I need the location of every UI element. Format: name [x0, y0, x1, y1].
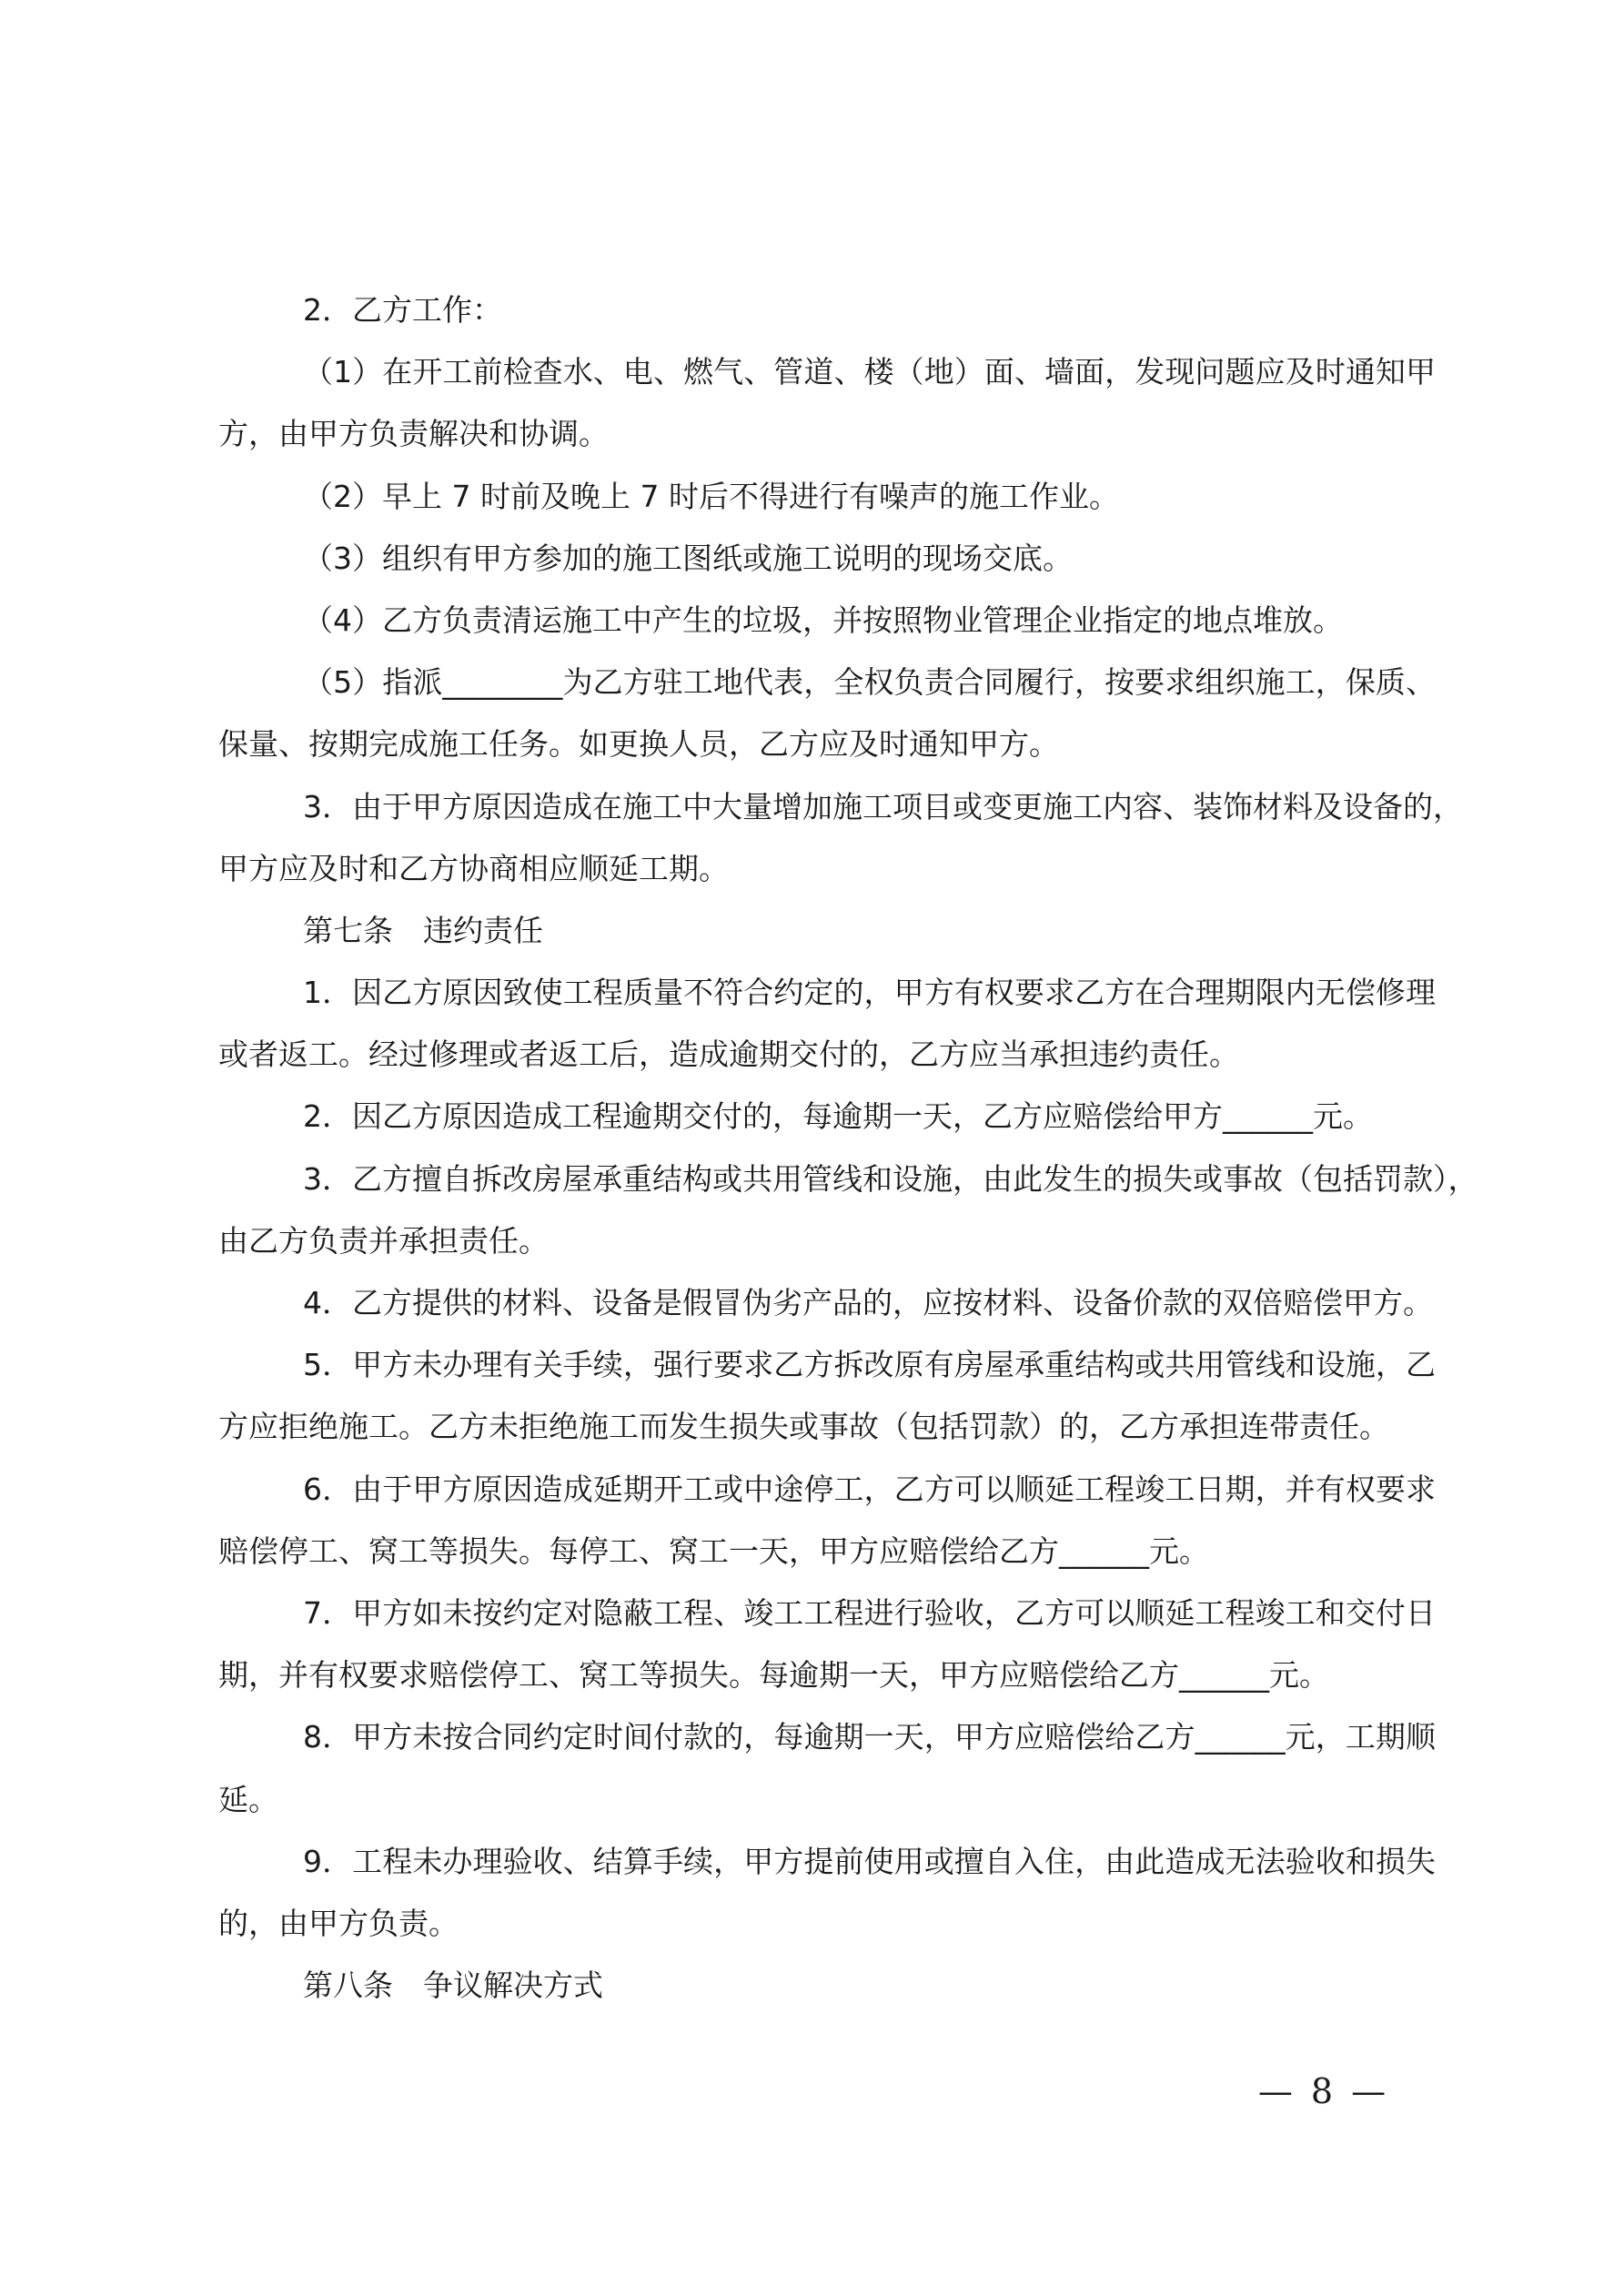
text-line: 的，由甲方负责。: [218, 1905, 459, 1941]
paragraph: [218, 1583, 1436, 1706]
text-line: （1）在开工前检查水、电、燃气、管道、楼（地）面、墙面，发现问题应及时通知甲: [303, 354, 1436, 390]
paragraph: [218, 1459, 1436, 1583]
document-body: [218, 279, 1478, 2017]
paragraph: [218, 1148, 1478, 1272]
paragraph: [218, 466, 1436, 528]
paragraph: [218, 590, 1436, 652]
text-line: 1．因乙方原因致使工程质量不符合约定的，甲方有权要求乙方在合理期限内无偿修理: [303, 975, 1436, 1011]
page-number: — 8 —: [1257, 2071, 1390, 2111]
text-line: 方应拒绝施工。乙方未拒绝施工而发生损失或事故（包括罚款）的，乙方承担连带责任。: [218, 1409, 1389, 1445]
text-line: 第七条 违约责任: [303, 912, 543, 948]
text-line: 3．乙方擅自拆改房屋承重结构或共用管线和设施，由此发生的损失或事故（包括罚款），: [303, 1160, 1478, 1197]
text-line: 6．由于甲方原因造成延期开工或中途停工，乙方可以顺延工程竣工日期，并有权要求: [303, 1471, 1436, 1507]
paragraph: [218, 1272, 1436, 1334]
text-line: （2）早上 7 时前及晚上 7 时后不得进行有噪声的施工作业。: [303, 478, 1119, 514]
paragraph: [218, 776, 1463, 900]
text-line: 方，由甲方负责解决和协调。: [218, 416, 609, 452]
text-line: 5．甲方未办理有关手续，强行要求乙方拆改原有房屋承重结构或共用管线和设施，乙: [303, 1347, 1436, 1383]
paragraph: [218, 528, 1436, 590]
text-line: （3）组织有甲方参加的施工图纸或施工说明的现场交底。: [303, 540, 1073, 576]
paragraph: [218, 341, 1436, 465]
text-line: 保量、按期完成施工任务。如更换人员，乙方应及时通知甲方。: [218, 726, 1059, 763]
paragraph: [218, 900, 1436, 962]
text-line: 7．甲方如未按约定对隐蔽工程、竣工工程进行验收，乙方可以顺延工程竣工和交付日: [303, 1594, 1436, 1631]
text-line: 2．乙方工作：: [303, 292, 502, 328]
text-line: 由乙方负责并承担责任。: [218, 1222, 549, 1259]
text-line: 甲方应及时和乙方协商相应顺延工期。: [218, 850, 729, 886]
text-line: 或者返工。经过修理或者返工后，造成逾期交付的，乙方应当承担违约责任。: [218, 1037, 1239, 1073]
paragraph: [218, 1831, 1436, 1955]
paragraph: [218, 1706, 1436, 1830]
paragraph: [218, 652, 1436, 775]
text-line: 延。: [218, 1781, 278, 1817]
text-line: 4．乙方提供的材料、设备是假冒伪劣产品的，应按材料、设备价款的双倍赔偿甲方。: [303, 1285, 1433, 1320]
paragraph: [218, 279, 1436, 341]
text-line: （4）乙方负责清运施工中产生的垃圾，并按照物业管理企业指定的地点堆放。: [303, 602, 1343, 638]
text-line: 赔偿停工、窝工等损失。每停工、窝工一天，甲方应赔偿给乙方______元。: [218, 1532, 1209, 1569]
paragraph: [218, 1955, 1436, 2017]
text-line: （5）指派________为乙方驻工地代表，全权负责合同履行，按要求组织施工，保质、: [303, 664, 1436, 701]
paragraph: [218, 1086, 1436, 1148]
text-line: 第八条 争议解决方式: [303, 1967, 603, 2004]
text-line: 3．由于甲方原因造成在施工中大量增加施工项目或变更施工内容、装饰材料及设备的，: [303, 788, 1463, 824]
paragraph: [218, 962, 1436, 1086]
paragraph: [218, 1334, 1436, 1458]
text-line: 期，并有权要求赔偿停工、窝工等损失。每逾期一天，甲方应赔偿给乙方______元。: [218, 1657, 1329, 1694]
text-line: 2．因乙方原因造成工程逾期交付的，每逾期一天，乙方应赔偿给甲方______元。: [303, 1098, 1373, 1135]
text-line: 8．甲方未按合同约定时间付款的，每逾期一天，甲方应赔偿给乙方______元，工期顺: [303, 1719, 1436, 1755]
text-line: 9．工程未办理验收、结算手续，甲方提前使用或擅自入住，由此造成无法验收和损失: [303, 1843, 1436, 1879]
